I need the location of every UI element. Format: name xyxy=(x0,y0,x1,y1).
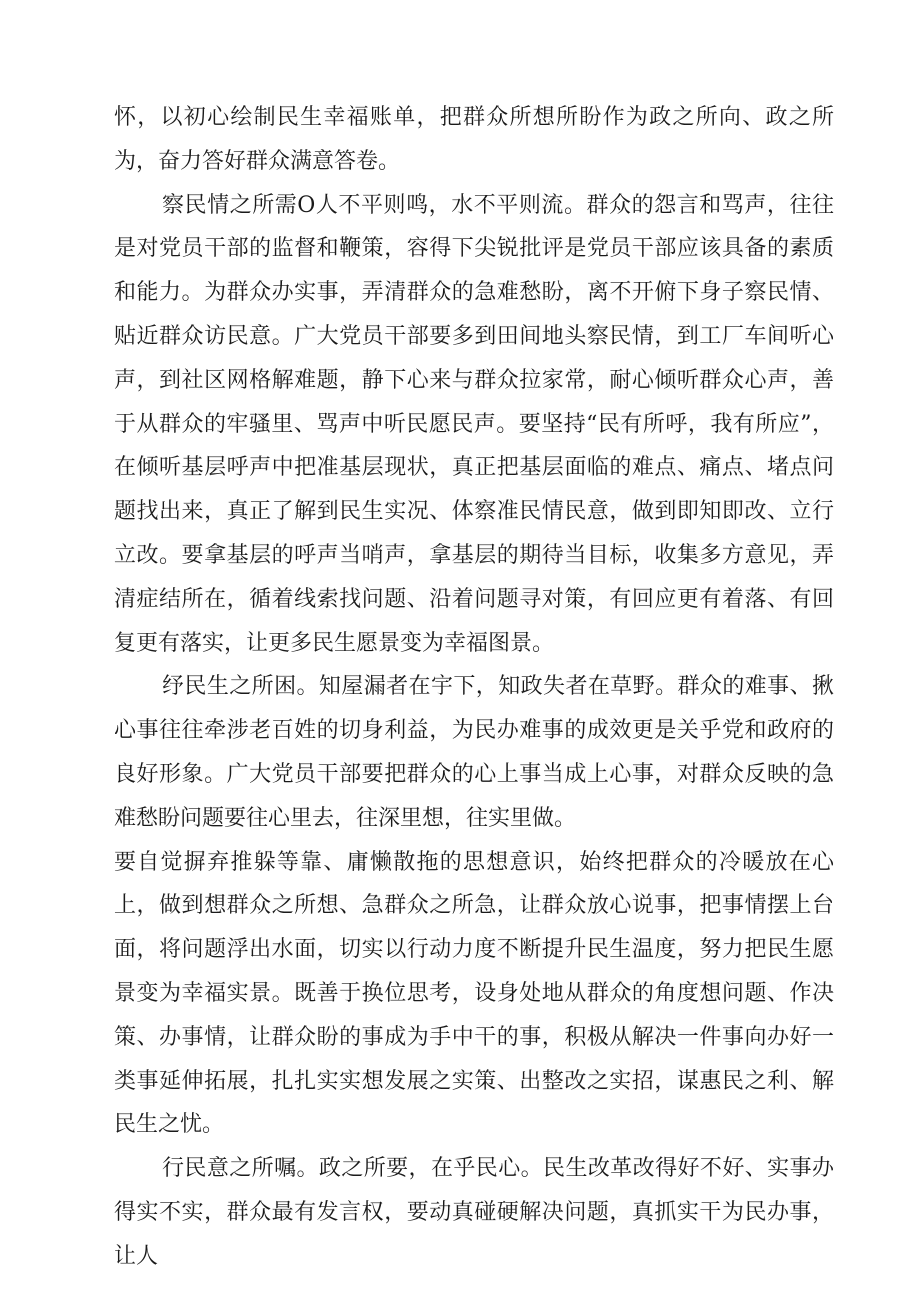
paragraph-relieve-livelihood: 纾民生之所困。知屋漏者在宇下，知政失者在草野。群众的难事、揪心事往往牵涉老百姓的切身利益，为民办难事的成效更是关乎党和政府的良好形象。广大党员干部要把群众的心上事当成上心事，对群众反映的急难愁盼问题要往心里去，往深里想，往实里做。 xyxy=(114,674,834,831)
paragraph-public-will: 行民意之所嘱。政之所要，在乎民心。民生改革改得好不好、实事办得实不实，群众最有发言权，要动真碰硬解决问题，真抓实干为民办事，让人 xyxy=(114,1156,834,1269)
paragraph-abandon-bad-habits: 要自觉摒弃推躲等靠、庸懒散拖的思想意识，始终把群众的冷暖放在心上，做到想群众之所想、急群众之所急，让群众放心说事，把事情摆上台面，将问题浮出水面，切实以行动力度不断提升民生温度，努力把民生愿景变为幸福实景。既善于换位思考，设身处地从群众的角度想问题、作决策、办事情，让群众盼的事成为手中干的事，积极从解决一件事向办好一类事延伸拓展，扎扎实实想发展之实策、出整改之实招，谋惠民之利、解民生之忧。 xyxy=(114,849,834,1138)
paragraph-observe-public-needs: 察民情之所需O人不平则鸣，水不平则流。群众的怨言和骂声，往往是对党员干部的监督和鞭策，容得下尖锐批评是党员干部应该具备的素质和能力。为群众办实事，弄清群众的急难愁盼，离不开俯下身子察民情、贴近群众访民意。广大党员干部要多到田间地头察民情，到工厂车间听心声，到社区网格解难题，静下心来与群众拉家常，耐心倾听群众心声，善于从群众的牢骚里、骂声中听民愿民声。要坚持“民有所呼，我有所应”，在倾听基层呼声中把准基层现状，真正把基层面临的难点、痛点、堵点问题找出来，真正了解到民生实况、体察准民情民意，做到即知即改、立行立改。要拿基层的呼声当哨声，拿基层的期待当目标，收集多方意见，弄清症结所在，循着线索找问题、沿着问题寻对策，有回应更有着落、有回复更有落实，让更多民生愿景变为幸福图景。 xyxy=(114,192,834,656)
paragraph-continuation: 怀，以初心绘制民生幸福账单，把群众所想所盼作为政之所向、政之所为，奋力答好群众满意答卷。 xyxy=(114,105,834,174)
document-body xyxy=(114,96,834,1279)
